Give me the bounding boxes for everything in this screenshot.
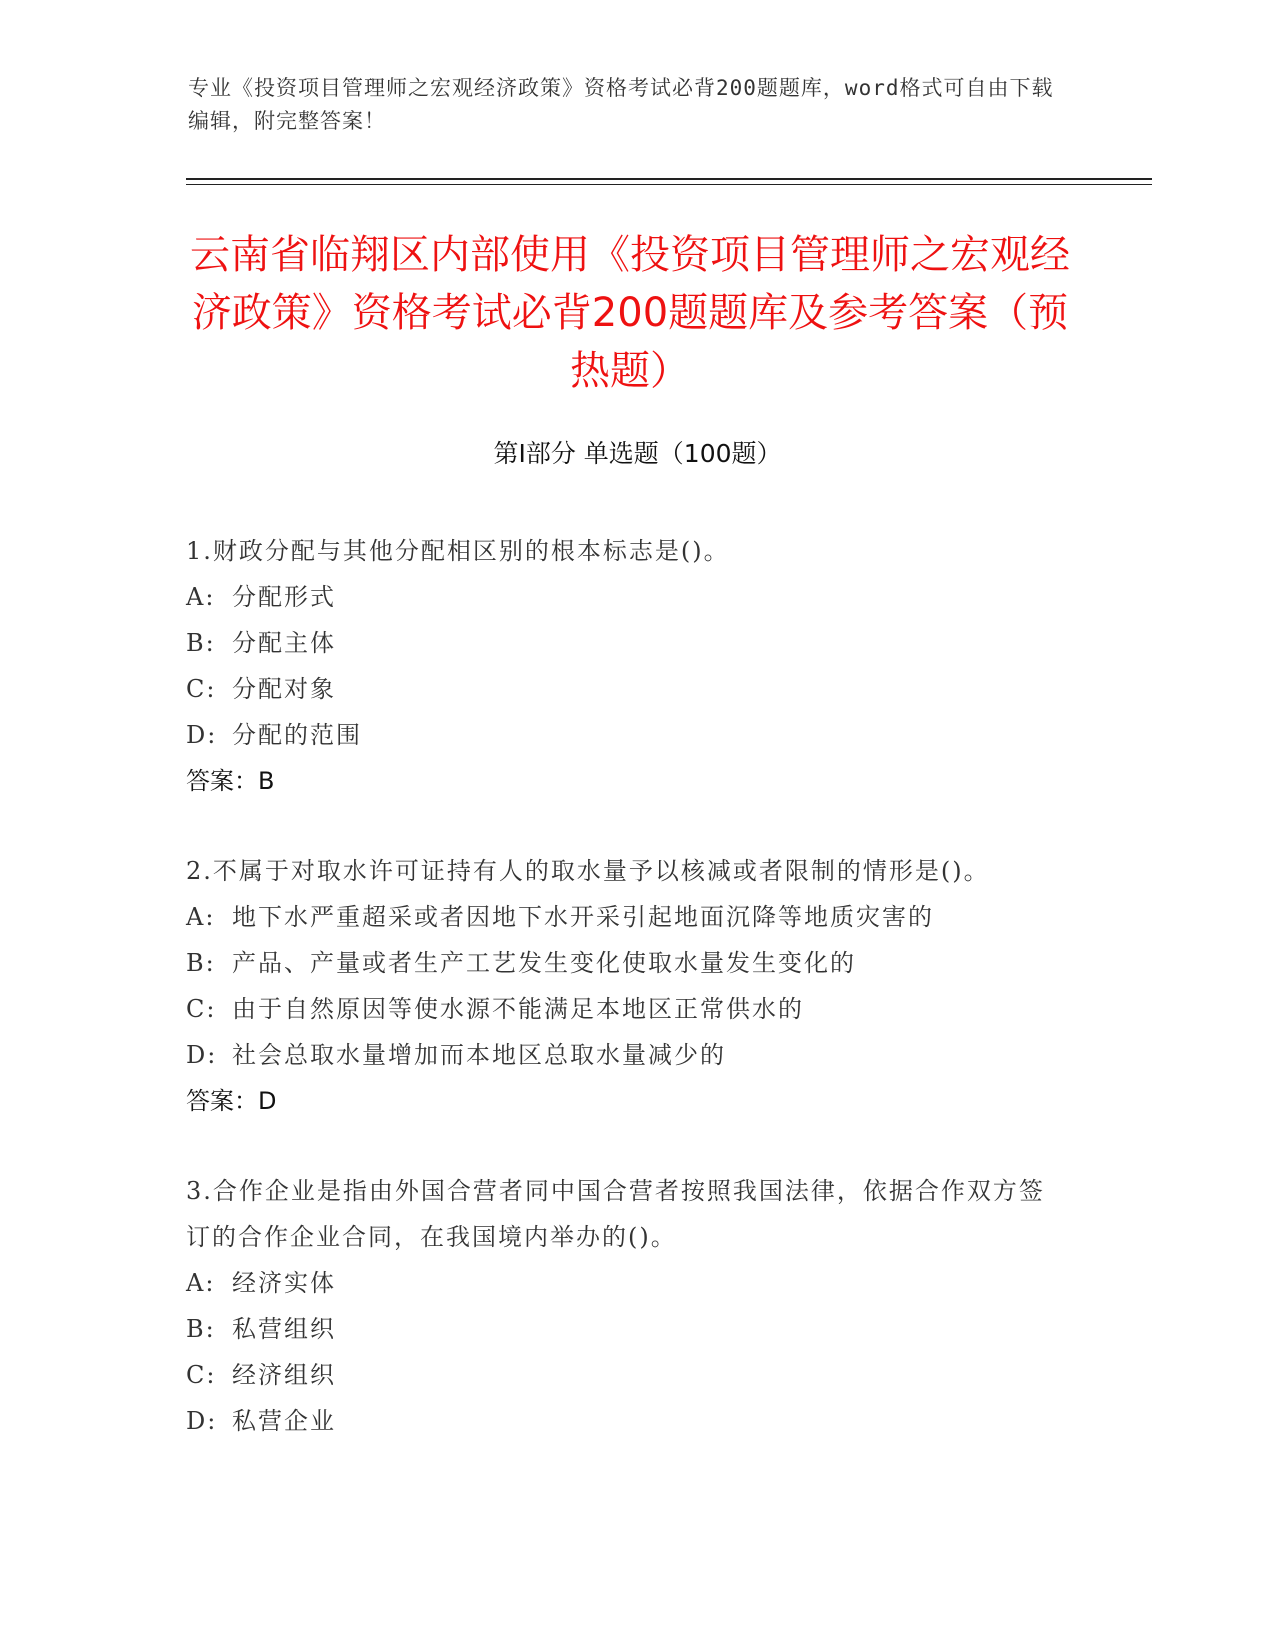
option-a	[186, 574, 1066, 620]
option-c	[186, 666, 1066, 712]
option-text: 经济组织	[232, 1361, 336, 1389]
question-list	[186, 528, 1066, 1488]
option-letter: B:	[186, 1315, 216, 1343]
option-a	[186, 1260, 1066, 1306]
option-text: 分配的范围	[232, 721, 362, 749]
option-text: 分配形式	[232, 583, 336, 611]
header-note: 专业《投资项目管理师之宏观经济政策》资格考试必背200题题库，word格式可自由下载编辑，附完整答案！	[188, 76, 1054, 133]
option-b	[186, 1306, 1066, 1352]
option-b	[186, 620, 1066, 666]
option-text: 经济实体	[232, 1269, 336, 1297]
option-c	[186, 1352, 1066, 1398]
question-stem: 1.财政分配与其他分配相区别的根本标志是()。	[186, 537, 730, 565]
answer: 答案：B	[186, 767, 275, 795]
option-letter: B:	[186, 629, 216, 657]
option-c	[186, 986, 1066, 1032]
option-text: 分配主体	[232, 629, 336, 657]
option-letter: D:	[186, 1041, 218, 1069]
option-letter: A:	[186, 903, 216, 931]
option-text: 产品、产量或者生产工艺发生变化使取水量发生变化的	[232, 949, 856, 977]
header-rule-thin	[186, 184, 1152, 185]
option-text: 分配对象	[232, 675, 336, 703]
option-text: 由于自然原因等使水源不能满足本地区正常供水的	[232, 995, 804, 1023]
option-text: 私营组织	[232, 1315, 336, 1343]
option-letter: C:	[186, 1361, 217, 1389]
option-b	[186, 940, 1066, 986]
question-3	[186, 1168, 1066, 1444]
question-stem: 2.不属于对取水许可证持有人的取水量予以核减或者限制的情形是()。	[186, 857, 990, 885]
option-a	[186, 894, 1066, 940]
option-d	[186, 1398, 1066, 1444]
header-rule-thick	[186, 178, 1152, 180]
option-letter: A:	[186, 583, 216, 611]
answer: 答案：D	[186, 1087, 277, 1115]
question-2	[186, 848, 1066, 1124]
option-d	[186, 712, 1066, 758]
option-d	[186, 1032, 1066, 1078]
option-letter: B:	[186, 949, 216, 977]
section-title: 第Ⅰ部分 单选题（100题）	[493, 439, 782, 468]
question-1	[186, 528, 1066, 804]
option-letter: A:	[186, 1269, 216, 1297]
option-letter: D:	[186, 1407, 218, 1435]
option-text: 地下水严重超采或者因地下水开采引起地面沉降等地质灾害的	[232, 903, 934, 931]
option-text: 社会总取水量增加而本地区总取水量减少的	[232, 1041, 726, 1069]
option-letter: C:	[186, 995, 217, 1023]
option-text: 私营企业	[232, 1407, 336, 1435]
question-stem: 3.合作企业是指由外国合营者同中国合营者按照我国法律，依据合作双方签订的合作企业合同，在我国境内举办的()。	[186, 1177, 1045, 1251]
document-title: 云南省临翔区内部使用《投资项目管理师之宏观经济政策》资格考试必背200题题库及参考答案（预热题）	[190, 232, 1070, 394]
option-letter: C:	[186, 675, 217, 703]
option-letter: D:	[186, 721, 218, 749]
